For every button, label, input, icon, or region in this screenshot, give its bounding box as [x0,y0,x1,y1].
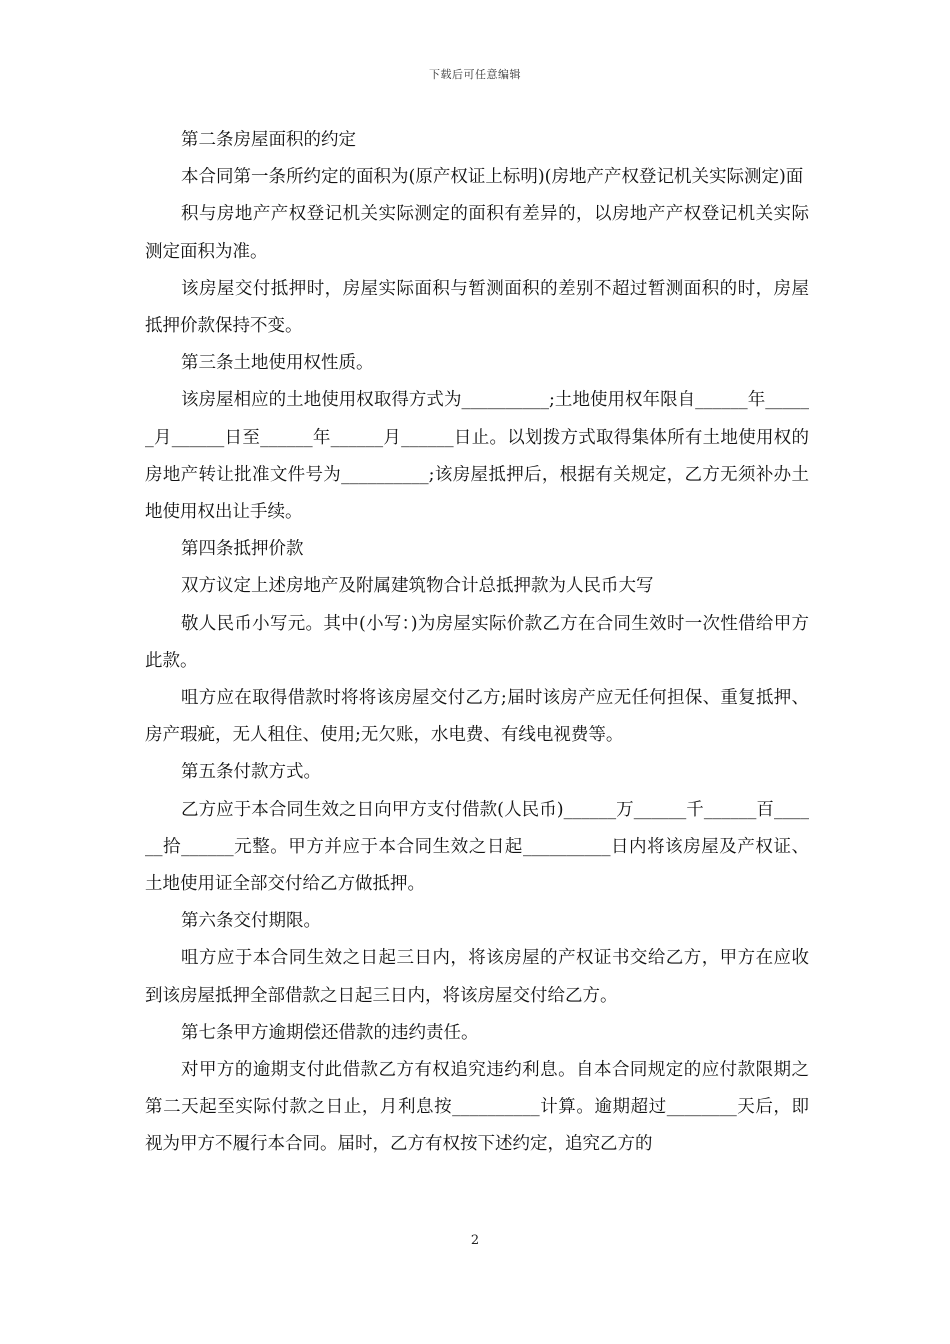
paragraph: 第三条土地使用权性质。 [181,353,374,374]
paragraph: 该房屋相应的土地使用权取得方式为__________;土地使用权年限自______年______月______日至______年______月______日止。以划拨方式取得集体所有土地使用权的房地产转让批准文件号为__________;该房屋抵押后，根据有关规定，乙方无须补办土地使用权出让手续。 [145,390,809,523]
paragraph: 第二条房屋面积的约定 [181,130,356,150]
paragraph: 第四条抵押价款 [181,539,304,560]
paragraph: 积与房地产产权登记机关实际测定的面积有差异的，以房地产产权登记机关实际测定面积为准。 [145,204,809,262]
paragraph: 咀方应于本合同生效之日起三日内，将该房屋的产权证书交给乙方，甲方在应收到该房屋抵押全部借款之日起三日内，将该房屋交付给乙方。 [145,948,809,1006]
paragraph: 咀方应在取得借款时将将该房屋交付乙方;届时该房产应无任何担保、重复抵押、房产瑕疵，无人租住、使用;无欠账，水电费、有线电视费等。 [145,688,809,746]
document-body [145,122,809,1164]
paragraph: 第五条付款方式。 [181,762,321,783]
page-number: 2 [470,1233,480,1248]
paragraph: 敬人民币小写元。其中(小写：)为房屋实际价款乙方在合同生效时一次性借给甲方此款。 [145,613,809,671]
paragraph: 第七条甲方逾期偿还借款的违约责任。 [181,1022,479,1043]
paragraph: 第六条交付期限。 [181,911,321,932]
paragraph: 该房屋交付抵押时，房屋实际面积与暂测面积的差别不超过暂测面积的时，房屋抵押价款保持不变。 [145,278,809,337]
paragraph: 对甲方的逾期支付此借款乙方有权追究违约利息。自本合同规定的应付款限期之第二天起至实际付款之日止，月利息按__________计算。逾期超过________天后，即视为甲方不履行本合同。届时，乙方有权按下述约定，追究乙方的 [145,1060,809,1155]
paragraph: 双方议定上述房地产及附属建筑物合计总抵押款为人民币大写 [181,576,654,597]
paragraph: 本合同第一条所约定的面积为(原产权证上标明)(房地产产权登记机关实际测定)面 [181,167,804,188]
paragraph: 乙方应于本合同生效之日向甲方支付借款(人民币)______万______千______百______拾______元整。甲方并应于本合同生效之日起__________日内将该房屋及产权证、土地使用证全部交付给乙方做抵押。 [145,799,809,895]
page-header: 下载后可任意编辑 [429,68,521,81]
